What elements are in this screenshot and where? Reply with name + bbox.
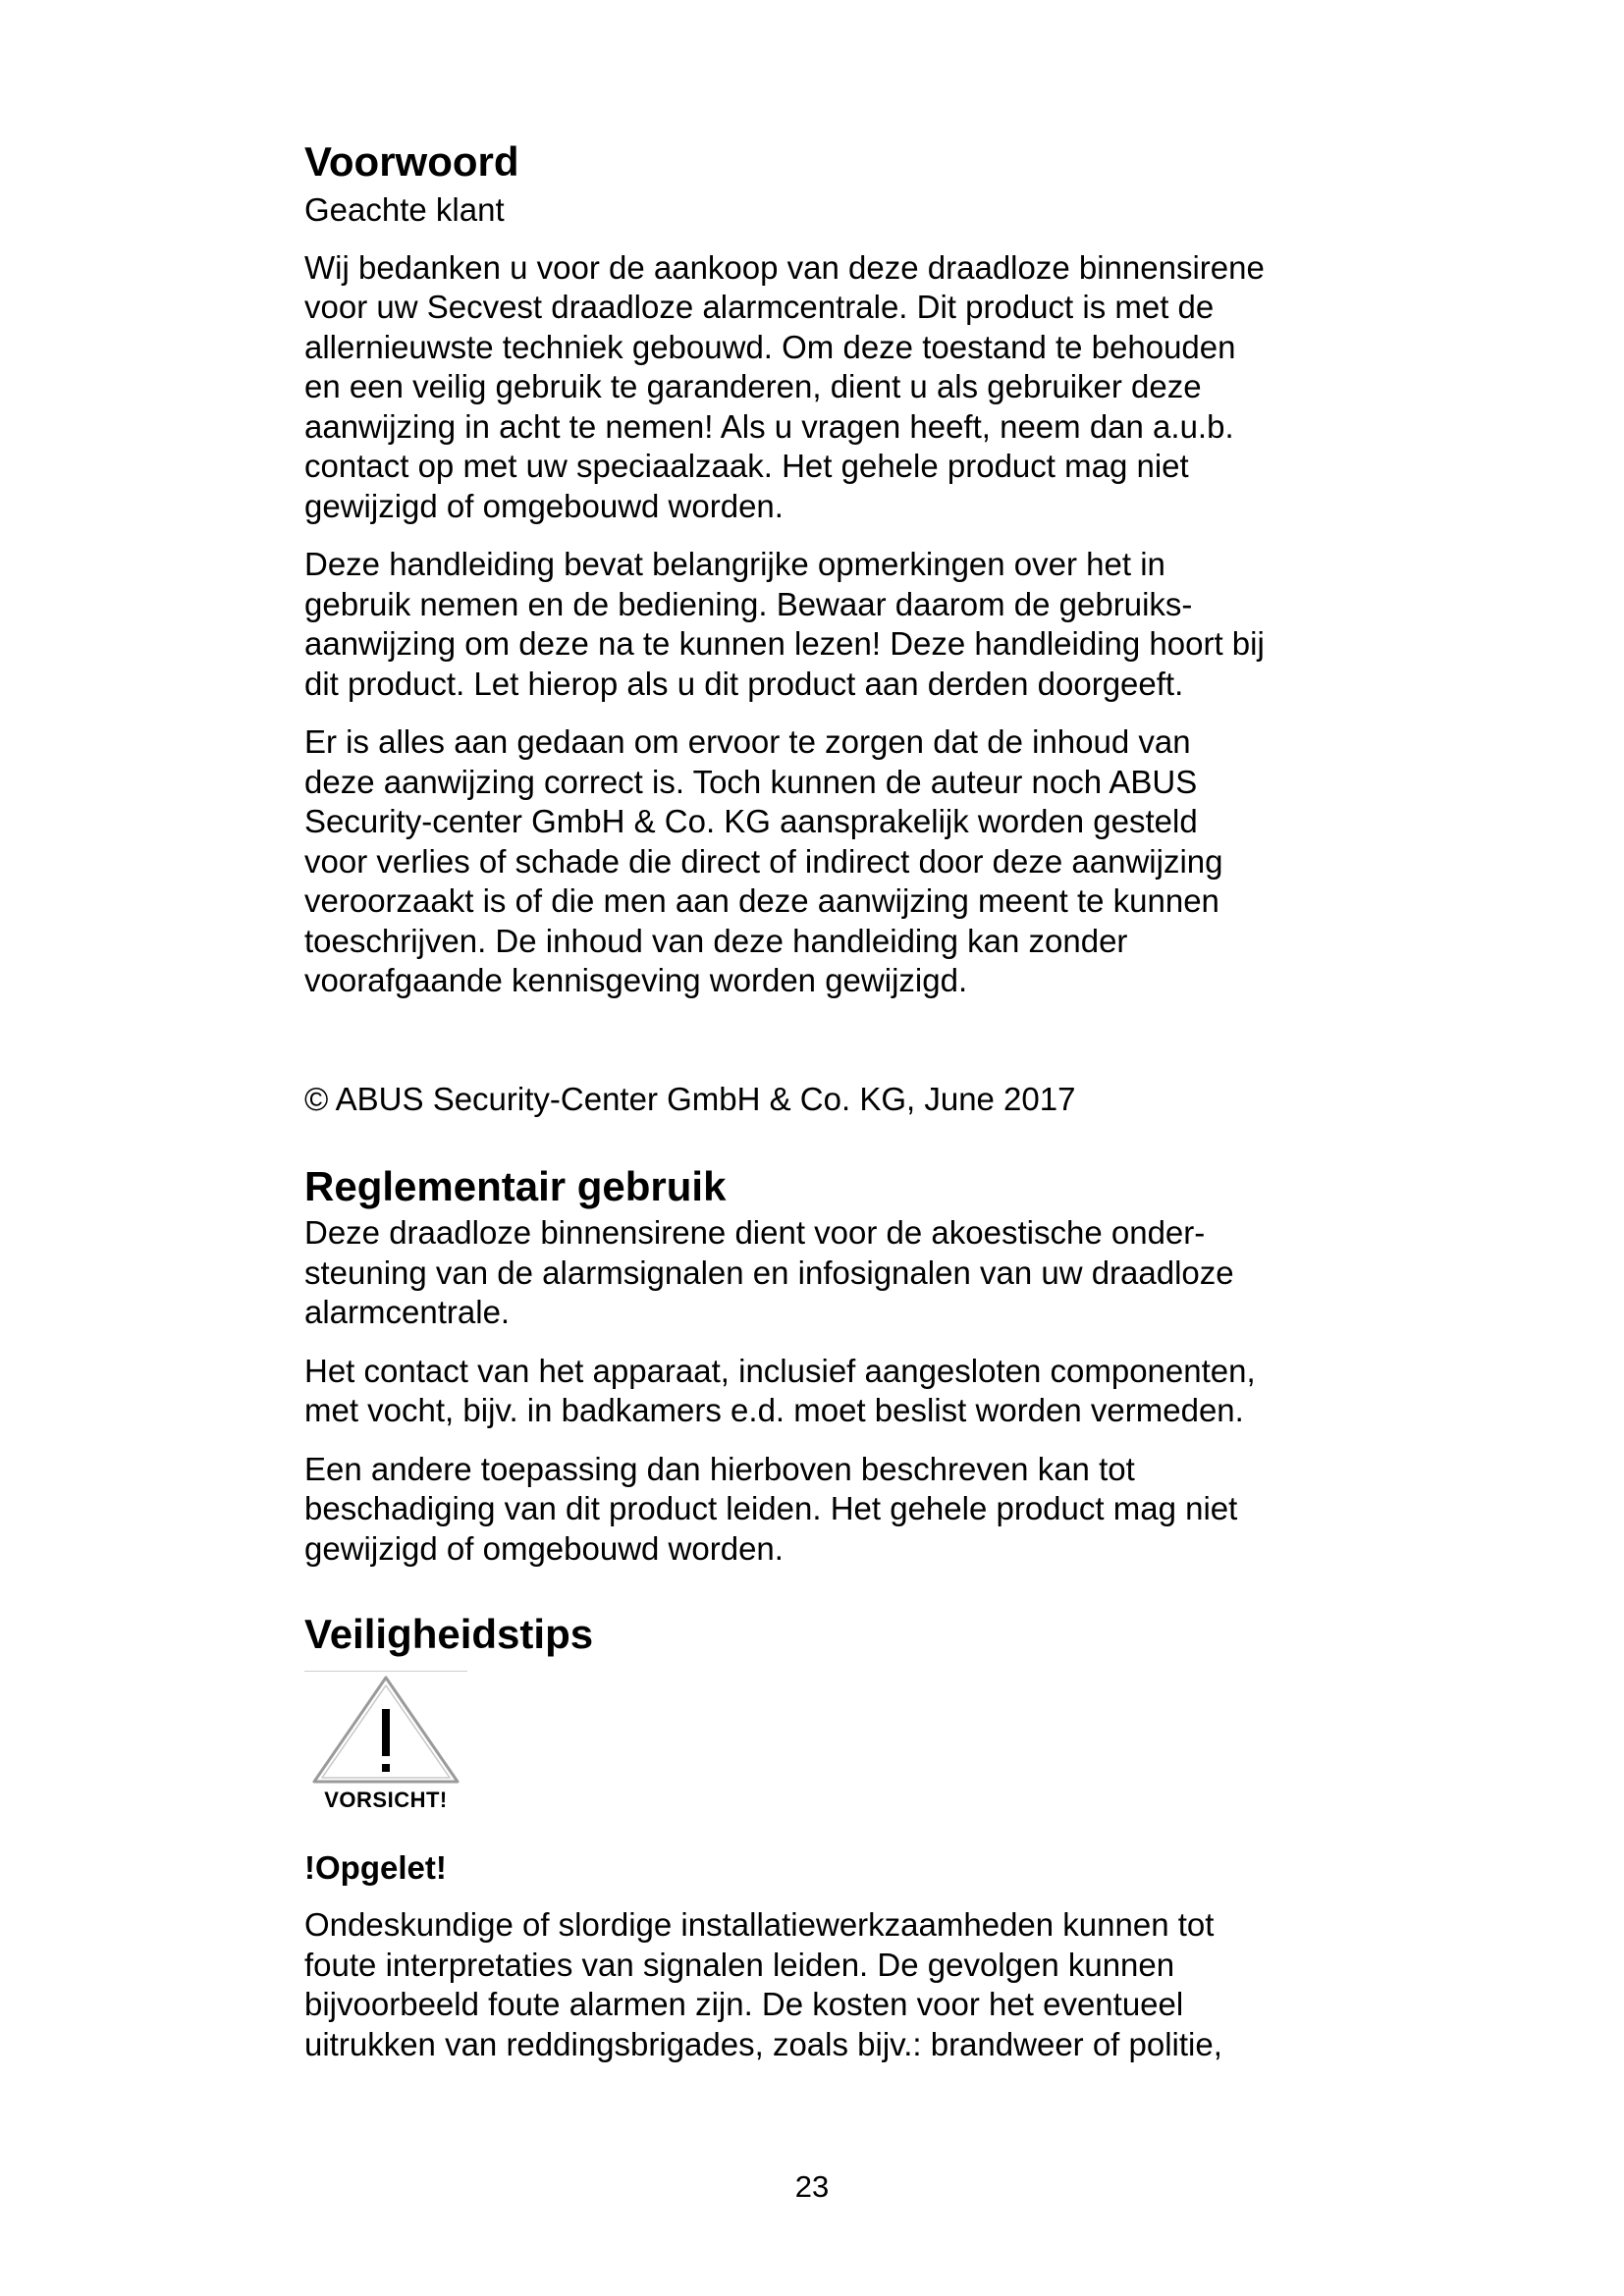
text-line: toeschrijven. De inhoud van deze handleiding kan zonder	[304, 922, 1128, 959]
text-line: aanwijzing om deze na te kunnen lezen! Deze handleiding hoort bij	[304, 625, 1265, 662]
text-line: voor uw Secvest draadloze alarmcentrale. Dit product is met de	[304, 289, 1215, 325]
text-line: Security-center GmbH & Co. KG aansprakelijk worden gesteld	[304, 803, 1198, 839]
text-line: Ondeskundige of slordige installatiewerkzaamheden kunnen tot	[304, 1906, 1215, 1943]
warning-label: VORSICHT!	[324, 1788, 448, 1812]
text-line: allernieuwste techniek gebouwd. Om deze toestand te behouden	[304, 328, 1236, 365]
heading-voorwoord: Voorwoord	[304, 138, 519, 185]
document-page	[304, 137, 1345, 2064]
text-line: deze aanwijzing correct is. Toch kunnen de auteur noch ABUS	[304, 763, 1198, 800]
warning-triangle-icon	[304, 1672, 467, 1789]
voorwoord-paragraph-1	[304, 248, 1345, 527]
greeting: Geachte klant	[304, 191, 505, 228]
reglementair-paragraph-3	[304, 1450, 1345, 1570]
text-line: beschadiging van dit product leiden. Het gehele product mag niet	[304, 1490, 1238, 1526]
copyright-notice: © ABUS Security-Center GmbH & Co. KG, June 2017	[304, 1080, 1076, 1117]
text-line: Deze draadloze binnensirene dient voor de akoestische onder-	[304, 1214, 1206, 1251]
text-line: bijvoorbeeld foute alarmen zijn. De kosten voor het eventueel	[304, 1986, 1184, 2022]
text-line: Wij bedanken u voor de aankoop van deze draadloze binnensirene	[304, 248, 1265, 286]
text-line: voorafgaande kennisgeving worden gewijzigd.	[304, 962, 968, 998]
reglementair-paragraph-1	[304, 1213, 1345, 1333]
veiligheid-paragraph-1	[304, 1905, 1345, 2064]
text-line: gewijzigd of omgebouwd worden.	[304, 487, 784, 524]
text-line: dit product. Let hierop als u dit product aan derden doorgeeft.	[304, 665, 1184, 702]
heading-veiligheidstips: Veiligheidstips	[304, 1611, 594, 1657]
text-line: voor verlies of schade die direct of indirect door deze aanwijzing	[304, 842, 1223, 880]
text-line: Een andere toepassing dan hierboven beschreven kan tot	[304, 1450, 1135, 1487]
text-line: steuning van de alarmsignalen en infosignalen van uw draadloze	[304, 1254, 1234, 1291]
text-line: met vocht, bijv. in badkamers e.d. moet beslist worden vermeden.	[304, 1392, 1244, 1428]
voorwoord-paragraph-2	[304, 545, 1345, 704]
text-line: veroorzaakt is of die men aan deze aanwijzing meent te kunnen	[304, 882, 1219, 919]
page-number: 23	[794, 2169, 830, 2204]
text-line: en een veilig gebruik te garanderen, dient u als gebruiker deze	[304, 368, 1202, 404]
warning-sign	[304, 1671, 467, 1819]
text-line: Deze handleiding bevat belangrijke opmerkingen over het in	[304, 546, 1165, 582]
reglementair-paragraph-2	[304, 1352, 1345, 1431]
text-line: Het contact van het apparaat, inclusief aangesloten componenten,	[304, 1352, 1256, 1389]
text-line: gebruik nemen en de bediening. Bewaar daarom de gebruiks-	[304, 585, 1193, 622]
text-line: foute interpretaties van signalen leiden. De gevolgen kunnen	[304, 1946, 1175, 1983]
text-line: aanwijzing in acht te nemen! Als u vragen heeft, neem dan a.u.b.	[304, 407, 1234, 445]
text-line: alarmcentrale.	[304, 1294, 511, 1330]
subheading-opgelet: !Opgelet!	[304, 1849, 447, 1886]
text-line: uitrukken van reddingsbrigades, zoals bijv.: brandweer of politie,	[304, 2025, 1222, 2062]
heading-reglementair-gebruik: Reglementair gebruik	[304, 1163, 727, 1209]
text-line: Er is alles aan gedaan om ervoor te zorgen dat de inhoud van	[304, 723, 1191, 760]
voorwoord-paragraph-3	[304, 722, 1345, 1001]
text-line: contact op met uw speciaalzaak. Het gehele product mag niet	[304, 448, 1189, 484]
text-line: gewijzigd of omgebouwd worden.	[304, 1529, 784, 1567]
